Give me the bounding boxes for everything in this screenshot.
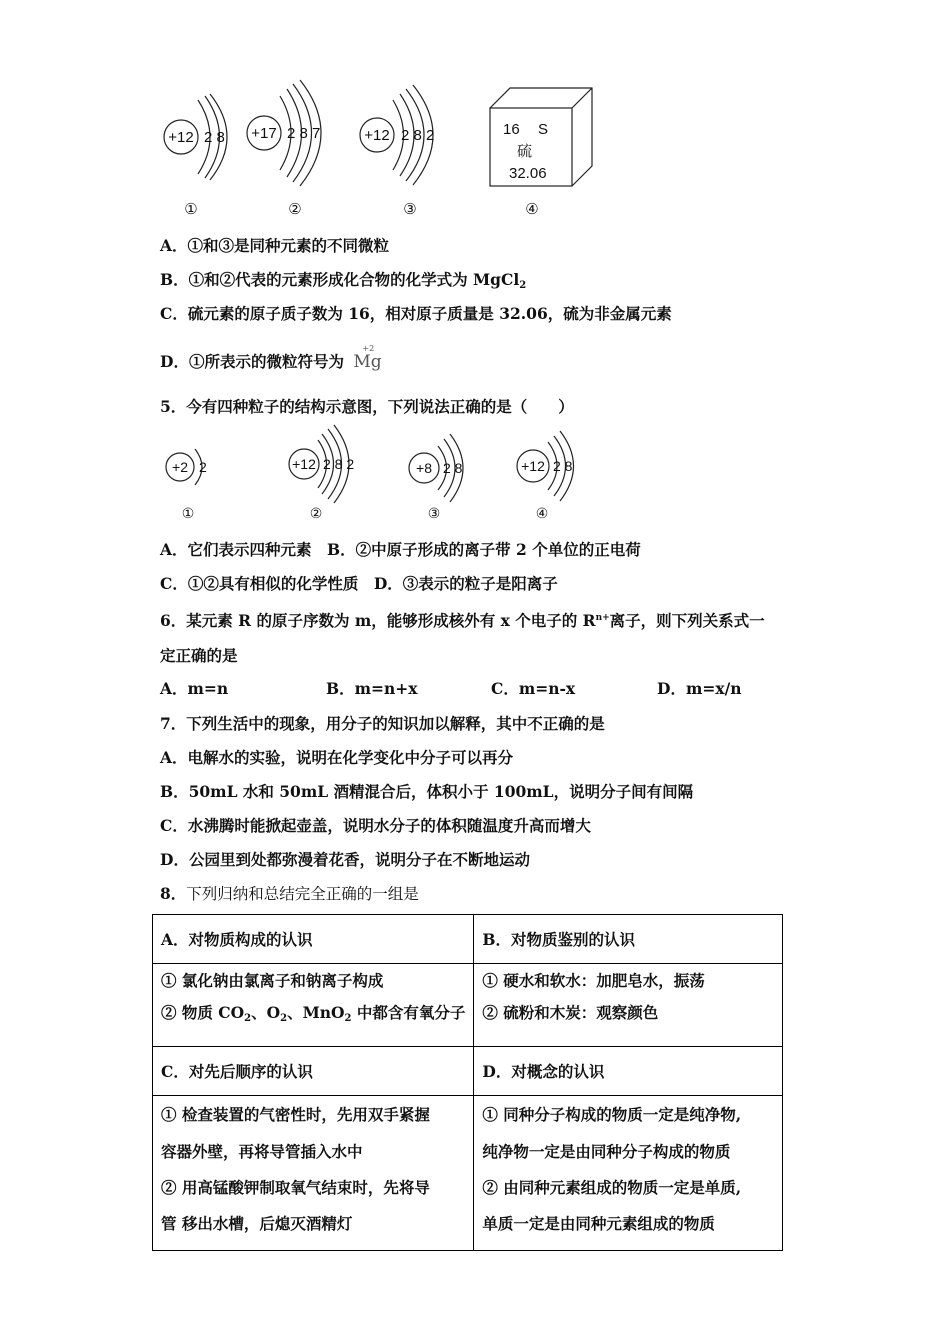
q5-atom3-shells: 2 8 (443, 460, 463, 476)
q5-atom3-nucleus: +8 (416, 460, 432, 476)
q4-option-b: B．①和②代表的元素形成化合物的化学式为 MgCl$_2$ (160, 270, 527, 291)
q8-a-title: A．对物质构成的认识 (153, 915, 474, 964)
q5-label-2: ② (309, 505, 323, 521)
q8-d-line3: ② 由同种元素组成的物质一定是单质, (482, 1178, 742, 1197)
q4-element-symbol: S (538, 121, 549, 138)
mg-charge: +2 (362, 344, 375, 353)
q8-c-line3: ② 用高锰酸钾制取氧气结束时，先将导 (161, 1178, 430, 1197)
q5-label-4: ④ (535, 505, 549, 521)
q5-atom1-shells: 2 (199, 459, 207, 475)
q5-label-1: ① (181, 505, 195, 521)
q4-atom3-shells: 2 8 2 (401, 127, 435, 144)
q4-label-2: ② (288, 201, 302, 218)
q7-option-b: B．50mL 水和 50mL 酒精混合后，体积小于 100mL，说明分子间有间隔 (160, 782, 694, 801)
q7-stem: 7．下列生活中的现象，用分子的知识加以解释，其中不正确的是 (160, 714, 605, 733)
q4-atom2-nucleus: +17 (251, 125, 277, 142)
q7-option-c: C．水沸腾时能掀起壶盖，说明水分子的体积随温度升高而增大 (160, 816, 591, 835)
q8-d-line4: 单质一定是由同种元素组成的物质 (482, 1214, 715, 1233)
q5-atom2-nucleus: +12 (292, 456, 316, 472)
q4-option-a: A．①和③是同种元素的不同微粒 (160, 236, 390, 255)
q7-option-a: A．电解水的实验，说明在化学变化中分子可以再分 (160, 748, 514, 767)
q8-b-line1: ① 硬水和软水：加肥皂水，振荡 (482, 971, 705, 990)
q8-d-line2: 纯净物一定是由同种分子构成的物质 (482, 1142, 731, 1161)
q8-c-title: C．对先后顺序的认识 (153, 1047, 474, 1096)
q4-element-number: 16 (503, 121, 520, 138)
q5-atom1-nucleus: +2 (172, 459, 188, 475)
q8-b-title: B．对物质鉴别的认识 (474, 915, 783, 964)
q7-option-d: D．公园里到处都弥漫着花香，说明分子在不断地运动 (160, 850, 530, 869)
q5-options-ab: A．它们表示四种元素 B．②中原子形成的离子带 2 个单位的正电荷 (160, 540, 641, 559)
q5-stem: 5．今有四种粒子的结构示意图，下列说法正确的是（ ） (160, 397, 574, 416)
q4-option-c: C．硫元素的原子质子数为 16，相对原子质量是 32.06，硫为非金属元素 (160, 304, 672, 323)
q5-atom4-nucleus: +12 (521, 458, 545, 474)
q4-atom1-shells: 2 8 (204, 129, 225, 146)
q4-label-3: ③ (403, 201, 417, 218)
q6-option-c: C．m=n-x (491, 679, 576, 698)
q8-b-line2: ② 硫粉和木炭：观察颜色 (482, 1003, 659, 1022)
q5-label-3: ③ (427, 505, 441, 521)
q8-a-line2: ② 物质 $CO_2$、$O_2$、MnO$_2$ 中都含有氧分子 (161, 1003, 466, 1024)
q4-atom1-nucleus: +12 (168, 129, 194, 146)
q8-a-line1: ① 氯化钠由氯离子和钠离子构成 (161, 971, 384, 990)
q8-d-line1: ① 同种分子构成的物质一定是纯净物, (482, 1105, 742, 1124)
q6-option-b: B．m=n+x (326, 679, 418, 698)
q6-stem: 6．某元素 R 的原子序数为 m，能够形成核外有 x 个电子的 $R^{n+}$离子，则下列关系式一 (160, 611, 765, 630)
q6-option-a: A．m=n (160, 679, 229, 698)
q6-option-d: D．m=x/n (657, 679, 742, 698)
q4-element-mass: 32.06 (509, 165, 547, 182)
q6-stem-2: 定正确的是 (160, 646, 238, 665)
q5-atom2-shells: 2 8 2 (323, 456, 355, 472)
q8-table (152, 914, 783, 1251)
q8-c-line1: ① 检查装置的气密性时，先用双手紧握 (161, 1105, 430, 1124)
q8-c-line4: 管 移出水槽，后熄灭酒精灯 (161, 1214, 353, 1233)
mg-symbol: Mg (353, 352, 382, 372)
q4-option-d: D．①所表示的微粒符号为 +2 Mg (160, 352, 382, 372)
q4-label-4: ④ (525, 201, 539, 218)
q4-element-name: 硫 (517, 143, 533, 160)
q5-options-cd: C．①②具有相似的化学性质 D．③表示的粒子是阳离子 (160, 574, 558, 593)
q4-atom2-shells: 2 8 7 (287, 125, 321, 142)
q8-stem: 8．下列归纳和总结完全正确的一组是 (160, 884, 419, 903)
q8-c-line2: 容器外壁，再将导管插入水中 (161, 1142, 363, 1161)
q5-atom4-shells: 2 8 (553, 458, 573, 474)
q4-atom3-nucleus: +12 (364, 127, 390, 144)
q8-d-title: D．对概念的认识 (474, 1047, 783, 1096)
q4-label-1: ① (184, 201, 198, 218)
